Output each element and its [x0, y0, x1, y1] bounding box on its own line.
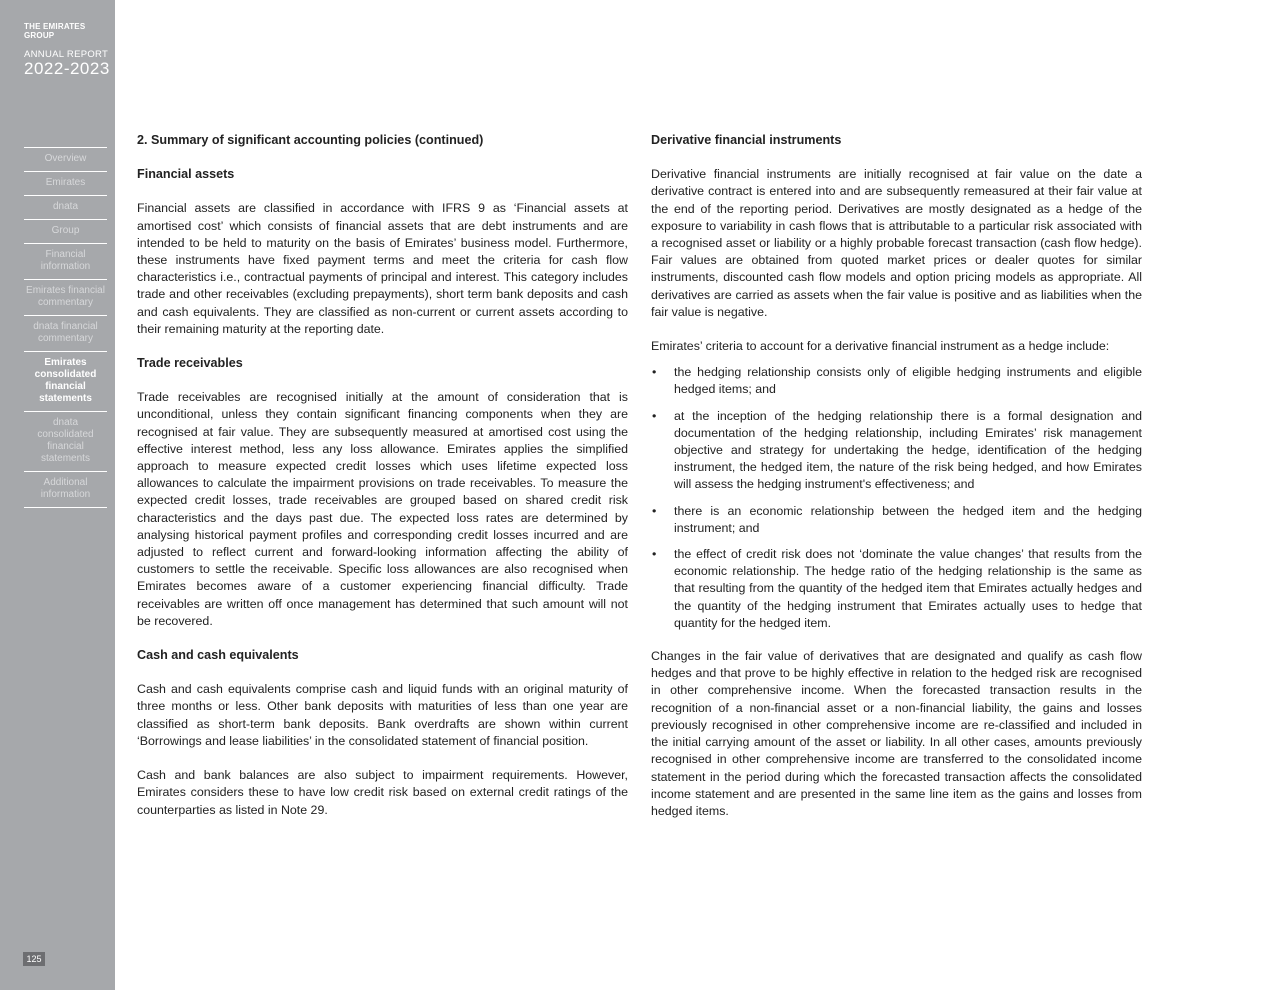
paragraph-cash-2: Cash and bank balances are also subject to impairment requirements. However, Emirates considers these to have low credit risk based on external credit ratings of the counterparties as listed in Note 29. — [137, 768, 628, 817]
nav-item-dnata[interactable]: dnata — [24, 196, 107, 220]
report-year: 2022-2023 — [24, 59, 110, 78]
paragraph-derivative-1: Derivative financial instruments are initially recognised at fair value on the date a derivative contract is entered into and are subsequently remeasured at their fair value at the end of the reporting period. Derivatives are mostly designated as a hedge of the exposure to variability in cash flows that is attributable to a particular risk associated with a recognised asset or liability or a highly probable forecast transaction (cash flow hedge). Fair values are obtained from quoted market prices or dealer quotes for similar instruments, discounted cash flow models and option pricing models as appropriate. All derivatives are carried as assets when the fair value is positive and as liabilities when the fair value is negative. — [651, 167, 1142, 319]
nav-item-emirates-financial-commentary[interactable]: Emirates financial commentary — [24, 280, 107, 316]
heading-derivative-instruments: Derivative financial instruments — [651, 133, 842, 147]
nav-item-overview[interactable]: Overview — [24, 148, 107, 172]
nav-item-dnata-consolidated-financial-statements[interactable]: dnata consolidated financial statements — [24, 412, 107, 472]
heading-trade-receivables: Trade receivables — [137, 356, 243, 371]
right-column — [651, 132, 1142, 837]
nav-item-financial-information[interactable]: Financial information — [24, 244, 107, 280]
nav-item-additional-information[interactable]: Additional information — [24, 472, 107, 508]
section-heading: 2. Summary of significant accounting policies (continued) — [137, 133, 484, 147]
nav-item-group[interactable]: Group — [24, 220, 107, 244]
heading-financial-assets: Financial assets — [137, 167, 235, 182]
list-item: • the effect of credit risk does not ‘dominate the value changes’ that results from the economic relationship. The hedge ratio of the hedging relationship is the same as that resulting from the quantity of the hedged item that Emirates actually hedges and the quantity of the hedging instrument that Emirates actually uses to hedge that quantity for the hedged item. — [651, 546, 1142, 632]
paragraph-hedge-criteria: Emirates’ criteria to account for a derivative financial instrument as a hedge include: — [651, 339, 1110, 354]
paragraph-trade-receivables: Trade receivables are recognised initially at the amount of consideration that is unconditional, unless they contain significant financing components when they are recognised at fair value. They are subsequently measured at amortised cost using the effective interest method, less any loss allowance. Emirates applies the simplified approach to measure expected credit losses which uses lifetime expected loss allowances to calculate the impairment provisions on trade receivables. To measure the expected credit losses, trade receivables are grouped based on shared credit risk characteristics and the days past due. The expected loss rates are determined by analysing historical payment profiles and corresponding credit losses incurred and are adjusted to reflect current and forward-looking information affecting the ability of customers to settle the receivable. Specific loss allowances are also recognised when Emirates becomes aware of a customer experiencing financial difficulty. Trade receivables are written off once management has determined that such amount will not be recovered. — [137, 390, 628, 628]
nav-item-emirates-consolidated-financial-statements[interactable]: Emirates consolidated financial statements — [24, 352, 107, 412]
paragraph-financial-assets: Financial assets are classified in accordance with IFRS 9 as ‘Financial assets at amortised cost’ which consists of financial assets that are debt instruments and are intended to be held to maturity on the basis of Emirates’ business model. Furthermore, these instruments have fixed payment terms and meet the criteria for cash flow characteristics i.e., contractual payments of principal and interest. This category includes trade and other receivables (excluding prepayments), short term bank deposits and cash and cash equivalents. They are classified as non-current or current assets according to their remaining maturity at the reporting date. — [137, 201, 628, 336]
paragraph-fair-value-changes: Changes in the fair value of derivatives that are designated and qualify as cash flow hedges and that prove to be highly effective in relation to the hedged risk are recognised in other comprehensive income. When the forecasted transaction results in the recognition of a non-financial asset or a non-financial liability, the gains and losses previously recognised in other comprehensive income are re-classified and included in the initial carrying amount of the asset or liability. In all other cases, amounts previously recognised in other comprehensive income are transferred to the consolidated income statement in the period during which the forecasted transaction affects the consolidated income statement and are presented in the same line item as the gains and losses from hedged items. — [651, 649, 1142, 818]
sidebar — [0, 0, 115, 990]
section-nav — [24, 147, 107, 508]
list-item: • at the inception of the hedging relationship there is a formal designation and documentation of the hedging relationship, including Emirates’ risk management objective and strategy for undertaking the hedge, identification of the hedging instrument, the hedged item, the nature of the risk being hedged, and how Emirates will assess the hedging instrument's effectiveness; and — [651, 408, 1142, 494]
list-item: • there is an economic relationship between the hedged item and the hedging instrument; and — [651, 503, 1142, 537]
left-column — [137, 132, 628, 836]
hedge-criteria-list — [651, 364, 1142, 632]
nav-item-emirates[interactable]: Emirates — [24, 172, 107, 196]
paragraph-cash-1: Cash and cash equivalents comprise cash and liquid funds with an original maturity of three months or less. Other bank deposits with maturities of less than one year are classified as short-term bank deposits. Bank overdrafts are shown within current ‘Borrowings and lease liabilities’ in the consolidated statement of financial position. — [137, 682, 628, 748]
report-label: ANNUAL REPORT — [24, 49, 109, 60]
heading-cash-equivalents: Cash and cash equivalents — [137, 648, 299, 663]
company-name: THE EMIRATES GROUP — [24, 22, 86, 40]
list-item: • the hedging relationship consists only of eligible hedging instruments and eligible hedged items; and — [651, 364, 1142, 398]
page-number: 125 — [23, 952, 45, 966]
nav-item-dnata-financial-commentary[interactable]: dnata financial commentary — [24, 316, 107, 352]
brand-block — [24, 22, 115, 79]
